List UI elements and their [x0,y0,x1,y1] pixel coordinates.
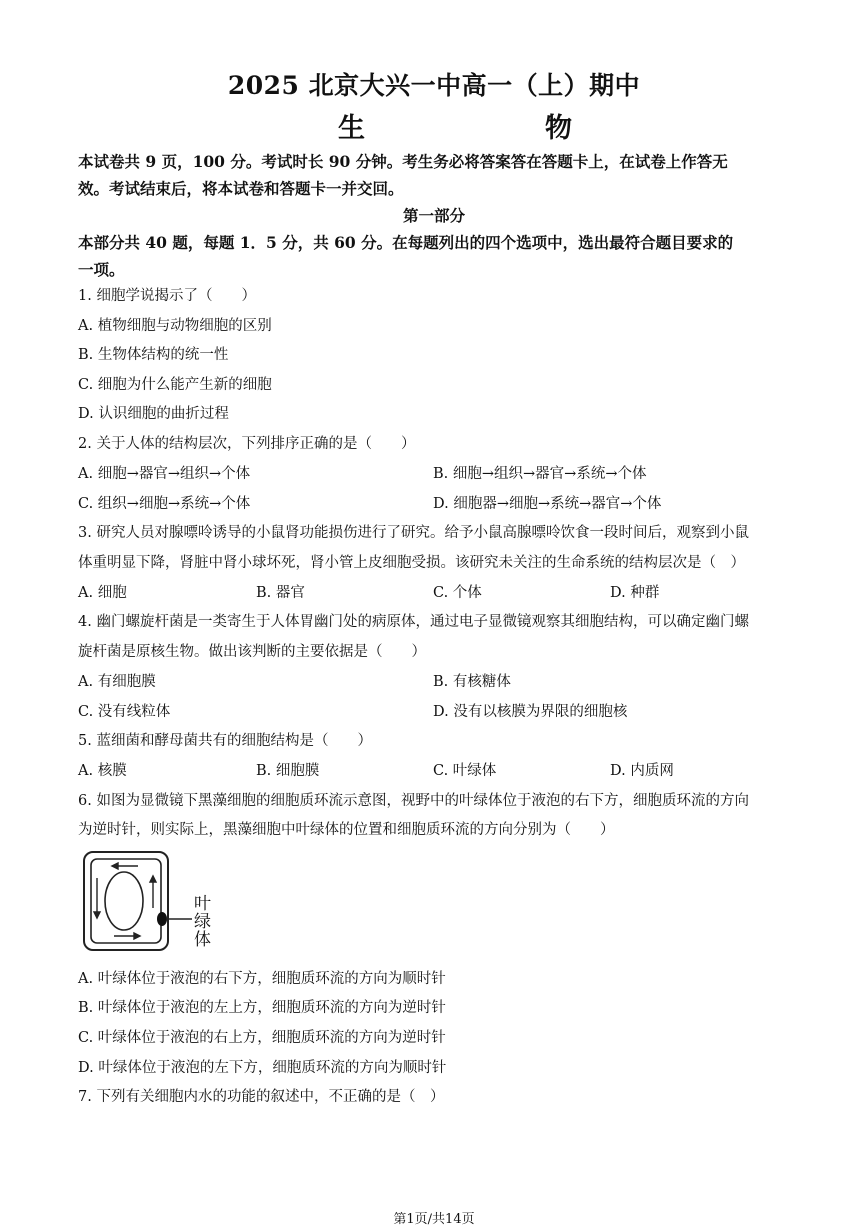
q5-option-a: A. 核膜 [78,763,127,779]
q5-option-d: D. 内质网 [610,763,674,779]
arrow-left-head [94,912,100,918]
arrow-bottom-head [134,933,140,939]
q2-option-a: A. 细胞→器官→组织→个体 [78,466,251,482]
arrow-top-head [112,863,118,869]
q6-stem-line-2: 为逆时针，则实际上，黑藻细胞中叶绿体的位置和细胞质环流的方向分别为（ ） [78,822,615,838]
q6-option-d: D. 叶绿体位于液泡的左下方，细胞质环流的方向为顺时针 [78,1060,447,1076]
q4-option-d: D. 没有以核膜为界限的细胞核 [433,704,628,720]
exam-title: 2025 北京大兴一中高一（上）期中 [227,71,641,100]
q6-option-b: B. 叶绿体位于液泡的左上方，细胞质环流的方向为逆时针 [78,1000,446,1016]
q5-option-b: B. 细胞膜 [256,763,320,779]
q4-stem-line-2: 旋杆菌是原核生物。做出该判断的主要依据是（ ） [78,644,426,660]
instructions-line-2: 效。考试结束后，将本试卷和答题卡一并交回。 [78,179,404,198]
q5-stem: 5. 蓝细菌和酵母菌共有的细胞结构是（ ） [78,733,372,749]
instructions-line-1: 本试卷共 9 页，100 分。考试时长 90 分钟。考生务必将答案答在答题卡上，在试卷上作答无 [78,152,728,171]
q1-option-b: B. 生物体结构的统一性 [78,347,229,363]
q1-option-a: A. 植物细胞与动物细胞的区别 [78,318,272,334]
q6-stem-line-1: 6. 如图为显微镜下黑藻细胞的细胞质环流示意图，视野中的叶绿体位于液泡的右下方，细胞质环流的方向 [78,793,749,809]
q6-option-a: A. 叶绿体位于液泡的右下方，细胞质环流的方向为顺时针 [78,971,446,987]
q4-option-b: B. 有核糖体 [433,674,511,690]
q3-option-a: A. 细胞 [78,585,127,601]
q2-option-b: B. 细胞→组织→器官→系统→个体 [433,466,647,482]
chloroplast [157,912,167,926]
q3-option-d: D. 种群 [610,585,660,601]
q3-option-c: C. 个体 [433,585,482,601]
part-description-line-2: 一项。 [78,260,125,279]
figure-label-char-3: 体 [194,930,211,950]
arrow-right-head [150,876,156,882]
q2-option-c: C. 组织→细胞→系统→个体 [78,496,251,512]
part-heading: 第一部分 [402,206,465,225]
flow-arrows [94,863,156,939]
q6-option-c: C. 叶绿体位于液泡的右上方，细胞质环流的方向为逆时针 [78,1030,446,1046]
q1-option-c: C. 细胞为什么能产生新的细胞 [78,377,272,393]
cell-diagram [80,848,220,954]
q2-stem: 2. 关于人体的结构层次，下列排序正确的是（ ） [78,436,416,452]
q3-stem-line-1: 3. 研究人员对腺嘌呤诱导的小鼠肾功能损伤进行了研究。给予小鼠高腺嘌呤饮食一段时间后，观察到小鼠 [78,525,749,541]
subject-title: 生 物 [338,113,614,144]
q5-option-c: C. 叶绿体 [433,763,497,779]
vacuole [105,872,143,930]
q7-stem: 7. 下列有关细胞内水的功能的叙述中，不正确的是（ ） [78,1089,445,1105]
q1-stem: 1. 细胞学说揭示了（ ） [78,288,256,304]
page-number: 第1页/共14页 [393,1212,475,1227]
q2-option-d: D. 细胞器→细胞→系统→器官→个体 [433,496,662,512]
q3-stem-line-2: 体重明显下降，肾脏中肾小球坏死，肾小管上皮细胞受损。该研究未关注的生命系统的结构层次是（ ） [78,555,745,571]
q3-option-b: B. 器官 [256,585,305,601]
q1-option-d: D. 认识细胞的曲折过程 [78,406,229,422]
figure-label-char-1: 叶 [194,894,211,914]
q4-stem-line-1: 4. 幽门螺旋杆菌是一类寄生于人体胃幽门处的病原体，通过电子显微镜观察其细胞结构，可以确定幽门螺 [78,614,749,630]
q4-option-a: A. 有细胞膜 [78,674,156,690]
q4-option-c: C. 没有线粒体 [78,704,171,720]
figure-label-char-2: 绿 [194,912,211,932]
part-description-line-1: 本部分共 40 题，每题 1．5 分，共 60 分。在每题列出的四个选项中，选出最符合题目要求的 [78,233,734,252]
